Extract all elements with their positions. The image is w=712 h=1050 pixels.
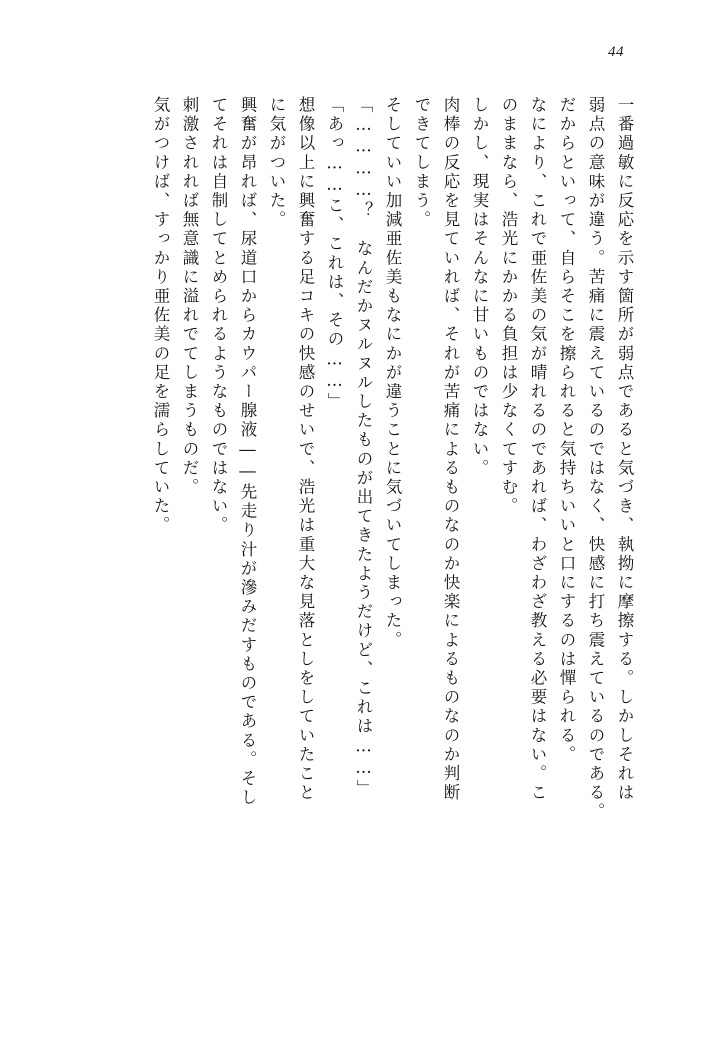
- text-line: のままなら、浩光にかかる負担は少なくてすむ。: [499, 96, 518, 517]
- text-line: しかし、現実はそんなに甘いものではない。: [470, 96, 489, 478]
- text-line: なにより、これで亜佐美の気が晴れるのであれば、わざわざ教える必要はない。こ: [528, 96, 547, 803]
- text-line: 弱点の意味が違う。苦痛に震えているのではなく、快感に打ち震えているのである。: [586, 96, 605, 822]
- text-line: 「あっ……こ、これは、その……」: [325, 96, 344, 412]
- text-line: だからといって、自らそこを擦られると気持ちいいと口にするのは憚られる。: [557, 96, 576, 765]
- vertical-text-body: [88, 96, 632, 976]
- text-line: 興奮が昂れば、尿道口からカウパー腺液――先走り汁が滲みだすものである。そし: [238, 96, 257, 808]
- text-line: 気がつけば、すっかり亜佐美の足を濡らしていた。: [151, 96, 170, 536]
- text-line: 肉棒の反応を見ていれば、それが苦痛によるものなのか快楽によるものなのか判断: [441, 96, 460, 803]
- text-line: 想像以上に興奮する足コキの快感のせいで、浩光は重大な見落としをしていたこと: [296, 96, 315, 803]
- text-line: できてしまう。: [412, 96, 431, 230]
- text-line: てそれは自制してとめられるようなものではない。: [209, 96, 228, 536]
- text-line: に気がついた。: [267, 96, 286, 230]
- text-line: 刺激されれば無意識に溢れでてしまうものだ。: [180, 96, 199, 498]
- text-line: そしていい加減亜佐美もなにかが違うことに気づいてしまった。: [383, 96, 402, 650]
- text-line: 「…………？ なんだかヌルヌルしたものが出てきたようだけど、これは……」: [354, 96, 373, 799]
- page-number: 44: [608, 44, 624, 60]
- text-line: 一番過敏に反応を示す箇所が弱点であると気づき、執拗に摩擦する。しかしそれは: [615, 96, 634, 803]
